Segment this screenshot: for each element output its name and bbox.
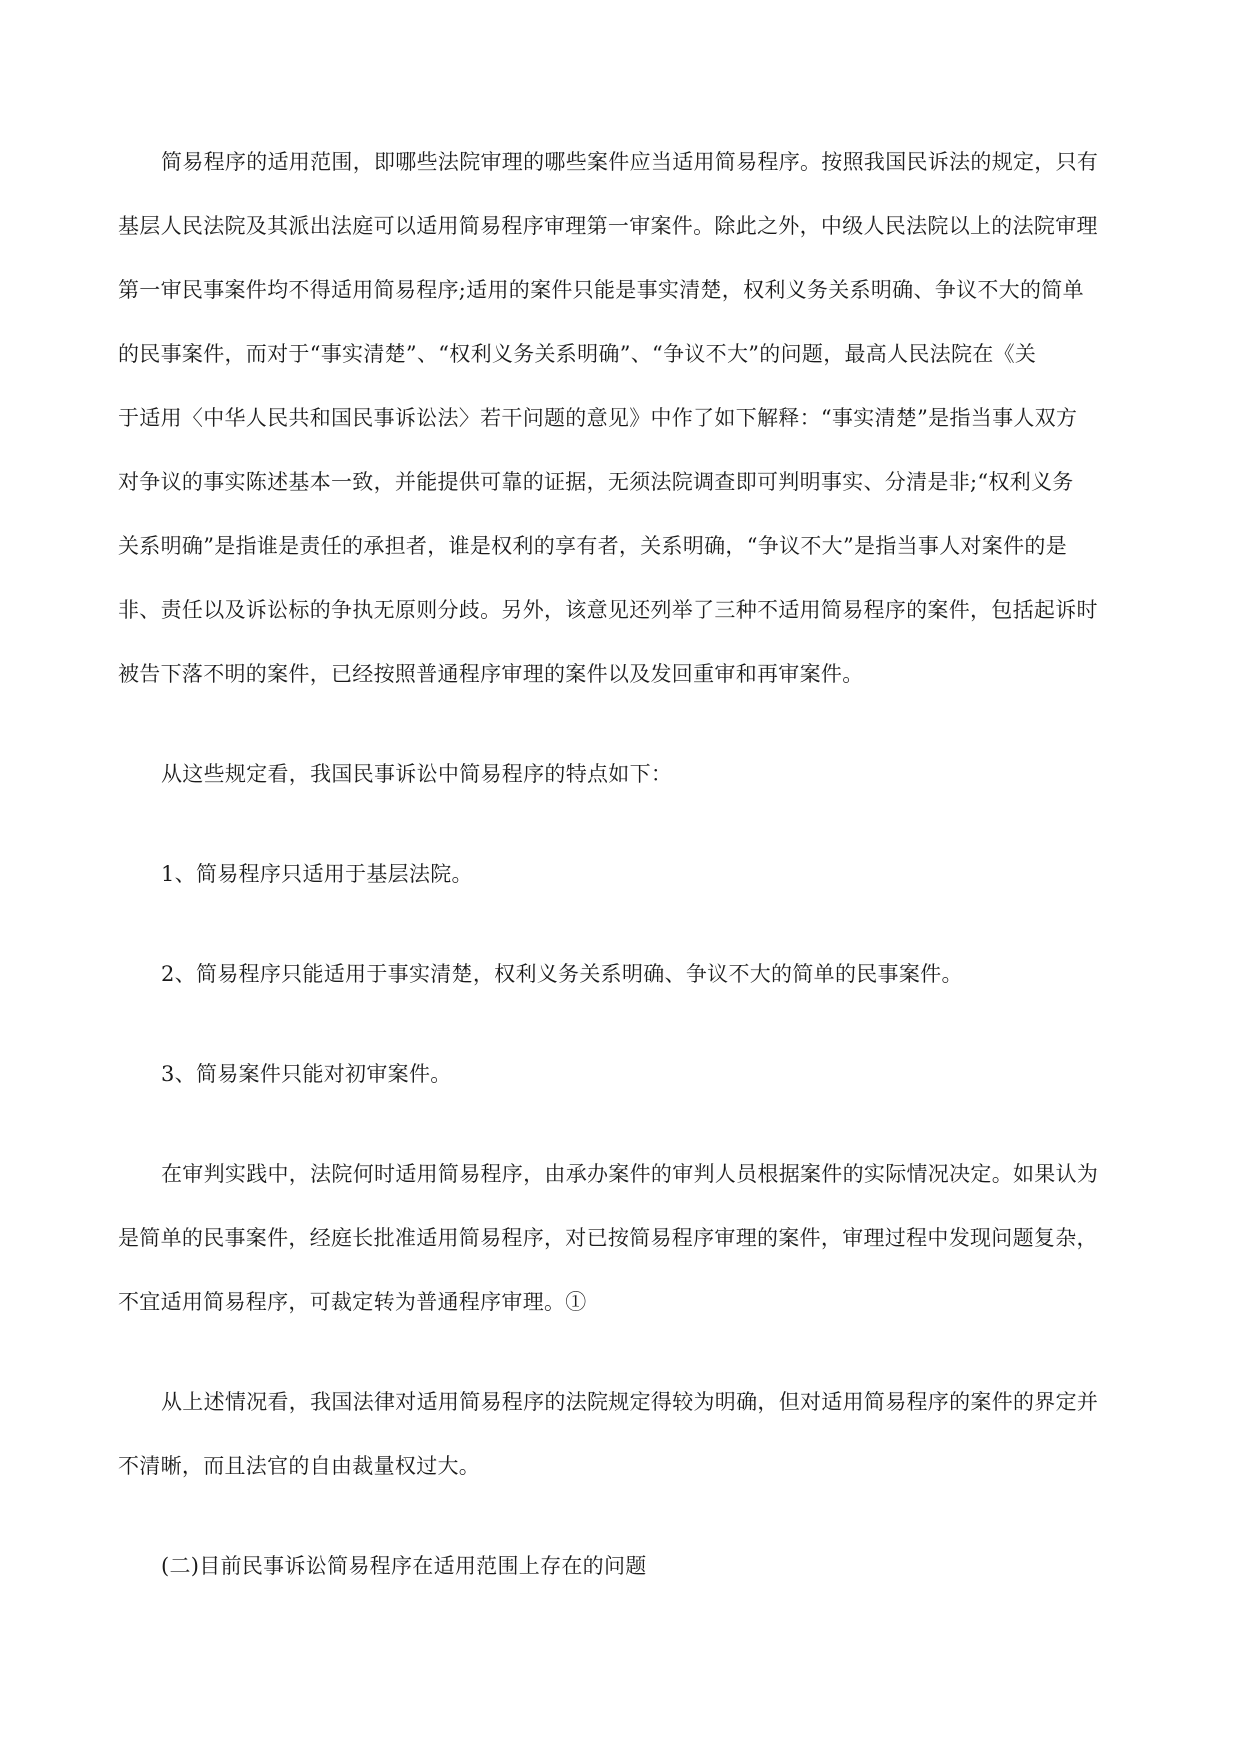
text-line: 关系明确”是指谁是责任的承担者，谁是权利的享有者，关系明确，“争议不大”是指当事人对案件的是 — [118, 534, 1068, 558]
text-line: 3、简易案件只能对初审案件。 — [161, 1062, 452, 1086]
list-item-2 — [118, 942, 1128, 1006]
text-line: 2、简易程序只能适用于事实清楚，权利义务关系明确、争议不大的简单的民事案件。 — [161, 962, 963, 986]
paragraph-features-intro — [118, 742, 1128, 806]
text-line: 简易程序的适用范围，即哪些法院审理的哪些案件应当适用简易程序。按照我国民诉法的规定，只有 — [161, 150, 1099, 174]
text-line: 的民事案件，而对于“事实清楚”、“权利义务关系明确”、“争议不大”的问题，最高人民法院在《关 — [118, 342, 1037, 366]
paragraph-practice — [118, 1142, 1128, 1334]
paragraph-conclusion — [118, 1370, 1128, 1498]
section-heading — [118, 1534, 1128, 1598]
paragraph-scope-definition — [118, 130, 1128, 706]
text-line: 从上述情况看，我国法律对适用简易程序的法院规定得较为明确，但对适用简易程序的案件的界定并 — [161, 1390, 1099, 1414]
text-line: 非、责任以及诉讼标的争执无原则分歧。另外，该意见还列举了三种不适用简易程序的案件，包括起诉时 — [118, 598, 1098, 622]
text-line: 被告下落不明的案件，已经按照普通程序审理的案件以及发回重审和再审案件。 — [118, 662, 864, 686]
text-line: 于适用〈中华人民共和国民事诉讼法〉若干问题的意见》中作了如下解释：“事实清楚”是指当事人双方 — [118, 406, 1078, 430]
text-line: 不清晰，而且法官的自由裁量权过大。 — [118, 1454, 481, 1478]
text-line: 在审判实践中，法院何时适用简易程序，由承办案件的审判人员根据案件的实际情况决定。如果认为 — [161, 1162, 1099, 1186]
text-line: 1、简易程序只适用于基层法院。 — [161, 862, 473, 886]
text-line: 是简单的民事案件，经庭长批准适用简易程序，对已按简易程序审理的案件，审理过程中发现问题复杂， — [118, 1226, 1098, 1250]
text-line: 第一审民事案件均不得适用简易程序;适用的案件只能是事实清楚，权利义务关系明确、争议不大的简单 — [118, 278, 1084, 302]
text-line: (二)目前民事诉讼简易程序在适用范围上存在的问题 — [161, 1554, 647, 1578]
text-line: 基层人民法院及其派出法庭可以适用简易程序审理第一审案件。除此之外，中级人民法院以上的法院审理 — [118, 214, 1098, 238]
list-item-1 — [118, 842, 1128, 906]
text-line: 从这些规定看，我国民事诉讼中简易程序的特点如下： — [161, 762, 673, 786]
text-line: 对争议的事实陈述基本一致，并能提供可靠的证据，无须法院调查即可判明事实、分清是非;“权利义务 — [118, 470, 1074, 494]
text-line: 不宜适用简易程序，可裁定转为普通程序审理。① — [118, 1290, 587, 1314]
document-page — [118, 130, 1128, 1634]
list-item-3 — [118, 1042, 1128, 1106]
